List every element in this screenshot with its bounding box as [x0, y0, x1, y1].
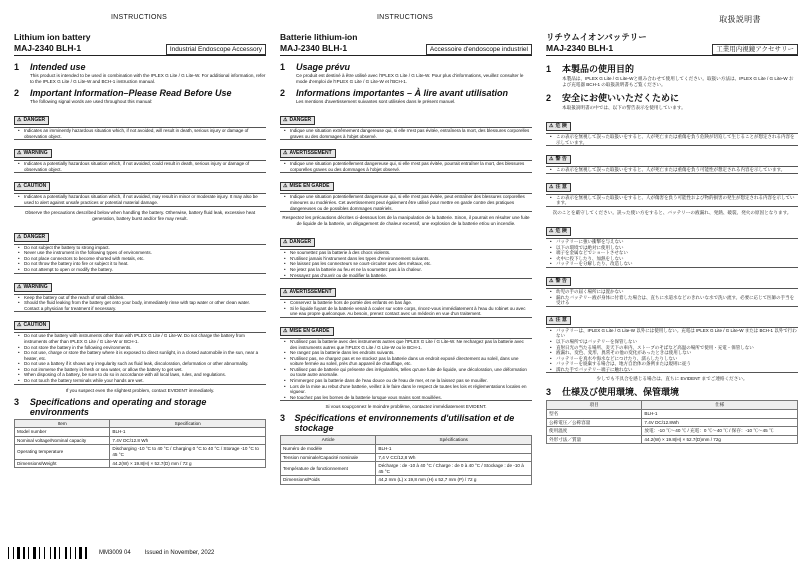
table-cell: Model number	[15, 428, 110, 437]
definition-text: • Indique une situation potentiellement dangereuse qui, si elle n'est pas évitée, peut entraîner des blessures corporelles mineures ou modérées. Cet avertissement peut également être utilisé pour mettre en garde contre des pratiques dangereuses ou de possibles dommages matériels.	[280, 194, 532, 211]
section-title: 仕様及び使用環境、保管環境	[562, 387, 680, 398]
table-cell: Numéro de modèle	[281, 445, 376, 454]
language-column	[8, 0, 270, 569]
product-type: Batterie lithium-ion	[280, 32, 358, 42]
table-row	[547, 410, 798, 419]
table-cell: 44,2 mm (L) x 19,8 mm (H) x 52,7 mm (P) / 72 g	[376, 476, 532, 485]
table-row	[547, 418, 798, 427]
warning-label: ⚠ AVERTISSEMENT	[280, 288, 336, 297]
caution-label: ⚠ MISE EN GARDE	[280, 182, 334, 191]
section-number: 3	[14, 396, 20, 407]
definition-text: • この表示を無視して誤った取扱いをすると、人が死亡または重傷を負う危険が切迫して生じることが想定される内容を示しています。	[546, 134, 798, 145]
list-item: • 以下の環境では絶対に使用しない	[546, 245, 798, 251]
list-item: • N'immergez pas la batterie dans de l'eau douce ou de l'eau de mer, et ne la laissez pas se mouiller.	[280, 378, 532, 384]
definition-text: • この表示を無視して誤った取扱いをすると、人が傷害を負う可能性および物的損害の発生が想定される内容を示しています。	[546, 195, 798, 206]
table-row	[15, 436, 266, 445]
definition-text: • Indicates a potentially hazardous situation which, if not avoided, may result in minor or moderate injury. It may also be used to alert against unsafe practices or potential material damage.	[14, 194, 266, 205]
list-item: • Conservez la batterie hors de portée des enfants en bas âge.	[280, 300, 532, 306]
section-heading	[546, 62, 798, 75]
table-cell: 44.2(W) × 19.8(H) × 52.7(D) mm / 72 g	[110, 459, 266, 468]
precaution-note: Observe the precautions described below when handling the battery. Otherwise, battery fluid leak, excessive heat generation, battery burst and/or fire may result.	[24, 209, 256, 221]
column-body	[280, 60, 532, 485]
table-cell: Discharging -10 °C to 40 °C / Charging 0 °C to 40 °C / Storage -10 °C to 45 °C	[110, 445, 266, 459]
table-row	[281, 445, 532, 454]
list-item: • Do not attempt to open or modify the battery.	[14, 267, 266, 273]
spec-table	[14, 419, 266, 469]
signal-definition	[14, 160, 266, 173]
section-heading	[546, 385, 798, 398]
section-number: 2	[280, 88, 286, 98]
signal-definition	[546, 194, 798, 207]
product-model: MAJ-2340 BLH-1	[280, 43, 348, 53]
section-number: 1	[280, 62, 286, 72]
danger-list	[546, 238, 798, 268]
list-item: • 以下の場所ではバッテリーを保管しない	[546, 339, 798, 345]
issue-date: Issued in November, 2022	[144, 550, 215, 556]
danger-label: ⚠ DANGER	[14, 116, 49, 125]
section-title: Informations importantes – À lire avant utilisation	[296, 88, 509, 98]
section-heading	[280, 88, 532, 98]
table-row	[281, 462, 532, 476]
signal-definition	[14, 193, 266, 206]
definition-text: • Indique une situation extrêmement dangereuse qui, si elle n'est pas évitée, entraînera la mort, des blessures corporelles graves ou des dommages à l'objet observé.	[280, 128, 532, 139]
table-cell: Tension nominale/Capacité nominale	[281, 453, 376, 462]
section-number: 3	[546, 387, 552, 398]
product-category: Accessoire d'endoscope industriel	[426, 44, 532, 55]
list-item: • N'utilisez jamais l'instrument dans les types d'environnement suivants.	[280, 256, 532, 262]
section-title: 安全にお使いいただくために	[562, 93, 680, 103]
list-item: • 漏れたバッテリー液が身体に付着した場合は、直ちに水道水などのきれいな水で洗い流す。必要に応じて医師の手当を受ける	[546, 295, 798, 306]
column-header: INSTRUCTIONS	[376, 14, 434, 21]
product-model: MAJ-2340 BLH-1	[546, 43, 614, 53]
product-category: Industrial Endoscope Accessory	[166, 44, 266, 55]
warning-label: ⚠ WARNING	[14, 283, 52, 292]
product-name	[280, 32, 357, 54]
table-cell: BLH-1	[642, 410, 798, 419]
list-item: • Keep the battery out of the reach of small children.	[14, 295, 266, 301]
section-text: This product is intended to be used in combination with the IPLEX G Lite / G Lite-W. For additional information, refer to the IPLEX G Lite / G Lite-W and BCH-1 instruction manual.	[30, 73, 266, 84]
section-text: 本製品は、IPLEX G Lite / G Lite-Wと組み合わせて使用してください。取扱い方法は、IPLEX G Lite / G Lite-W および充電器 BCH-1 の取扱説明書もご覧ください。	[562, 76, 794, 87]
table-cell: Dimensions/Poids	[281, 476, 376, 485]
table-cell: 7.4V DC/12.8Wh	[642, 418, 798, 427]
signal-definition	[546, 133, 798, 146]
table-row	[15, 428, 266, 437]
section-number: 2	[14, 88, 20, 98]
danger-list	[14, 244, 266, 274]
language-column	[540, 0, 802, 569]
table-cell: 公称電圧／公称容量	[547, 418, 642, 427]
table-header: 仕様	[642, 401, 798, 410]
product-model: MAJ-2340 BLH-1	[14, 43, 82, 53]
signal-definition	[546, 166, 798, 174]
list-item: • Never use the instrument in the following types of environments.	[14, 250, 266, 256]
section-number: 3	[280, 413, 286, 424]
list-item: • バッテリーを真水や海水などにつけたり、濡らしたりしない	[546, 356, 798, 362]
divider	[14, 55, 266, 56]
list-item: • Ne jetez pas la batterie au feu et ne la soumettez pas à la chaleur.	[280, 267, 532, 273]
section-title: 本製品の使用目的	[562, 64, 635, 74]
section-heading	[14, 62, 266, 72]
section-title: Important Information–Please Read Before Use	[30, 88, 232, 98]
divider	[280, 55, 532, 56]
list-item: • バッテリーに強い衝撃を与えない	[546, 239, 798, 245]
list-item: • バッテリーは、IPLEX G Lite / G Lite-W 以外には使用しない。充電は IPLEX G Lite / G Lite-W または BCH-1 以外で行わない	[546, 328, 798, 339]
table-cell: Température de fonctionnement	[281, 462, 376, 476]
warning-label: ⚠ AVERTISSEMENT	[280, 149, 336, 158]
list-item: • Ne soumettez pas la batterie à des chocs violents.	[280, 250, 532, 256]
warning-list	[280, 299, 532, 318]
section-heading	[14, 88, 266, 98]
danger-label: ⚠ 危 険	[546, 227, 571, 236]
table-cell: 44.2(W) × 19.8(H) × 52.7(D)mm / 72g	[642, 435, 798, 444]
table-row	[15, 459, 266, 468]
table-header: 項目	[547, 401, 642, 410]
list-item: • Si le liquide fuyant de la batterie venait à couler sur votre corps, rincez-vous immédiatement à l'eau du robinet ou avec une eau propre quelconque. Au besoin, prenez contact avec un médecin en vue d'un traitement.	[280, 306, 532, 317]
list-item: • Do not store the battery in the following environments.	[14, 345, 266, 351]
table-cell: 外形寸法／質量	[547, 435, 642, 444]
section-number: 1	[546, 64, 552, 74]
section-heading	[280, 413, 532, 433]
warning-label: ⚠ 警 告	[546, 277, 571, 286]
list-item: • Do not throw the battery into fire or subject it to heat.	[14, 261, 266, 267]
section-heading	[280, 62, 532, 72]
warning-list	[546, 288, 798, 307]
footer	[8, 547, 214, 559]
table-header: Spécifications	[376, 436, 532, 445]
spec-table	[280, 435, 532, 485]
signal-definition	[14, 127, 266, 140]
precaution-note: 次のことを厳守してください。誤った使い方をすると、バッテリーの液漏れ、発熱、破裂、発火の原因となります。	[552, 209, 792, 215]
product-name	[14, 32, 91, 54]
list-item: • Do not touch the battery terminals while your hands are wet.	[14, 378, 266, 384]
danger-list	[280, 249, 532, 279]
table-cell: Nominal voltage/Nominal capacity	[15, 436, 110, 445]
table-cell: BLH-1	[376, 445, 532, 454]
danger-label: ⚠ DANGER	[280, 238, 315, 247]
section-title: Intended use	[30, 62, 86, 72]
list-item: • Do not place connectors to become shorted with metals, etc.	[14, 256, 266, 262]
section-title: Usage prévu	[296, 62, 351, 72]
caution-label: ⚠ CAUTION	[14, 182, 50, 191]
definition-text: • この表示を無視して誤った取扱いをすると、人が死亡または重傷を負う可能性が想定される内容を示しています。	[546, 167, 798, 173]
column-body	[14, 60, 266, 468]
table-header: Article	[281, 436, 376, 445]
section-text: The following signal words are used throughout this manual:	[30, 99, 153, 104]
list-item: • 液漏れ、変色、変形、異常その他の変化があったときは使用しない	[546, 350, 798, 356]
divider	[546, 55, 798, 56]
barcode	[8, 547, 89, 559]
definition-text: • Indique une situation potentiellement dangereuse qui, si elle n'est pas évitée, pourrait entraîner la mort, des blessures corporelles graves ou des dommages à l'objet observé.	[280, 161, 532, 172]
table-row	[547, 427, 798, 436]
spec-table	[546, 400, 798, 444]
table-header: Item	[15, 419, 110, 428]
list-item: • Ne laissez pas les connecteurs se court-circuiter avec des métaux, etc.	[280, 261, 532, 267]
product-category: 工業用内視鏡アクセサリー	[712, 44, 798, 55]
list-item: • Do not subject the battery to strong impact.	[14, 245, 266, 251]
list-item: • N'utilisez pas, ne chargez pas et ne stockez pas la batterie dans un endroit exposé directement au soleil, dans une voiture fermée au soleil, près d'un appareil de chauffage, etc.	[280, 356, 532, 367]
list-item: • Lors de la mise au rebut d'une batterie, veillez à le faire dans le respect de toutes les lois et réglementations locales en vigueur.	[280, 384, 532, 395]
list-item: • Ne touchez pas les bornes de la batterie lorsque vous mains sont mouillées.	[280, 395, 532, 401]
table-cell: 7.4V DC/12.8 Wh	[110, 436, 266, 445]
document-code: MM3009 04	[99, 550, 131, 556]
table-row	[15, 445, 266, 459]
danger-label: ⚠ DANGER	[14, 233, 49, 242]
list-item: • N'essayez pas d'ouvrir ou de modifier la batterie.	[280, 273, 532, 279]
table-cell: 型名	[547, 410, 642, 419]
caution-label: ⚠ 注 意	[546, 183, 571, 192]
column-header: 取扱説明書	[719, 15, 761, 24]
warning-label: ⚠ WARNING	[14, 149, 52, 158]
contact-note: If you suspect even the slightest problem, contact EVIDENT immediately.	[65, 387, 215, 393]
section-title: Spécifications et environnements d'utilisation et de stockage	[294, 413, 515, 434]
section-heading	[546, 91, 798, 104]
product-type: Lithium ion battery	[14, 32, 91, 42]
caution-list	[546, 327, 798, 374]
column-header: INSTRUCTIONS	[110, 14, 168, 21]
table-header: Specification	[110, 419, 266, 428]
table-cell: 放電：-10 ℃～40 ℃ / 充電：0 ℃～40 ℃ / 保存：-10 ℃～45 ℃	[642, 427, 798, 436]
language-column	[274, 0, 536, 569]
danger-label: ⚠ 危 険	[546, 122, 571, 131]
section-number: 1	[14, 62, 20, 72]
caution-label: ⚠ MISE EN GARDE	[280, 327, 334, 336]
table-cell: 使用温度	[547, 427, 642, 436]
table-cell: 7,4 V CC/12,8 Wh	[376, 453, 532, 462]
signal-definition	[280, 160, 532, 173]
list-item: • Do not use the battery with instruments other than with IPLEX G Lite / G Lite-W. Do not charge the battery from instruments other than IPLEX G Lite / G Lite-W or BCH-1.	[14, 333, 266, 344]
contact-note: 少しでも不具合を感じる場合は、直ちに EVIDENT までご連絡ください。	[596, 376, 748, 382]
danger-label: ⚠ DANGER	[280, 116, 315, 125]
warning-list	[14, 294, 266, 313]
section-text: 本取扱説明書の中では、以下の警告表示を使用しています。	[562, 105, 686, 110]
list-item: • バッテリーを分解したり、改造しない	[546, 261, 798, 267]
section-number: 2	[546, 93, 552, 103]
caution-label: ⚠ 注 意	[546, 316, 571, 325]
list-item: • N'utilisez pas la batterie avec des instruments autres que l'IPLEX G Lite / G Lite-W. Ne rechargez pas la batterie avec des instruments autres que l'IPLEX G Lite / G Lite-W ou le BCH-1.	[280, 339, 532, 350]
list-item: • N'utilisez pas de batterie qui présente des irrégularités, telles qu'une fuite de liquide, une décoloration, une déformation ou toute autre anomalie.	[280, 367, 532, 378]
list-item: • Do not use, charge or store the battery where it is exposed to direct sunlight, in a closed automobile in the sun, near a heater, etc.	[14, 350, 266, 361]
section-text: Ce produit est destiné à être utilisé avec l'IPLEX G Lite / G Lite-W. Pour plus d'informations, veuillez consulter le mode d'emploi de l'IPLEX G Lite / G Lite-W et l'BCH-1.	[296, 73, 524, 84]
table-cell: Operating temperature	[15, 445, 110, 459]
precaution-note: Respectez les précautions décrites ci-dessous lors de la manipulation de la batterie. Sinon, il pourrait en résulter une fuite de liquide de la batterie, un dégagement de chaleur excessif, une explosion de la batterie et/ou un incendie.	[282, 215, 530, 227]
caution-list	[14, 332, 266, 384]
list-item: • 端子を金属などでショートさせない	[546, 250, 798, 256]
product-type: リチウムイオンバッテリー	[546, 32, 647, 42]
section-heading	[14, 397, 266, 417]
table-row	[281, 453, 532, 462]
signal-definition	[280, 127, 532, 140]
list-item: • 火中に投下したり、加熱をしない	[546, 256, 798, 262]
caution-label: ⚠ CAUTION	[14, 321, 50, 330]
list-item: • When disposing of a battery, be sure to do so in accordance with all local laws, rules, and regulations.	[14, 372, 266, 378]
definition-text: • Indicates an imminently hazardous situation which, if not avoided, will result in death, serious injury or damage of observation object.	[14, 128, 266, 139]
list-item: • Should the fluid leaking from the battery get onto your body, immediately rinse with tap water or other clean water. Contact a physician for treatment if necessary.	[14, 300, 266, 311]
table-cell: Décharge : de -10 à 40 °C / Charge : de 0 à 40 °C / Stockage : de -10 à 45 °C	[376, 462, 532, 476]
caution-list	[280, 338, 532, 402]
list-item: • Do not immerse the battery in fresh or sea water, or allow the battery to get wet.	[14, 367, 266, 373]
table-cell: Dimensions/Weight	[15, 459, 110, 468]
definition-text: • Indicates a potentially hazardous situation which, if not avoided, could result in death, serious injury or damage of observation object.	[14, 161, 266, 172]
list-item: • Do not use a battery if it shows any irregularity such as fluid leak, discoloration, deformation or other abnormality.	[14, 361, 266, 367]
signal-definition	[280, 193, 532, 212]
table-row	[547, 435, 798, 444]
section-title: Specifications and operating and storage environments	[29, 396, 207, 417]
table-row	[281, 476, 532, 485]
table-cell: BLH-1	[110, 428, 266, 437]
list-item: • 直射日光の当たる場所、炎天下の車内、ストーブのそばなど高温の場所で使用・充電・保管しない	[546, 345, 798, 351]
product-name	[546, 32, 647, 54]
section-text: Les mentions d'avertissement suivantes sont utilisées dans le présent manuel.	[296, 99, 456, 104]
column-body	[546, 60, 798, 444]
list-item: • 幼児の手の届く場所には置かない	[546, 289, 798, 295]
list-item: • バッテリーを廃棄する場合は、地方自治体の条例または規則に従う	[546, 361, 798, 367]
list-item: • 濡れた手でバッテリー端子に触れない	[546, 367, 798, 373]
list-item: • Ne rangez pas la batterie dans les endroits suivants.	[280, 350, 532, 356]
contact-note: Si vous soupçonnez le moindre problème, contactez immédiatement EVIDENT.	[325, 404, 487, 410]
warning-label: ⚠ 警 告	[546, 155, 571, 164]
